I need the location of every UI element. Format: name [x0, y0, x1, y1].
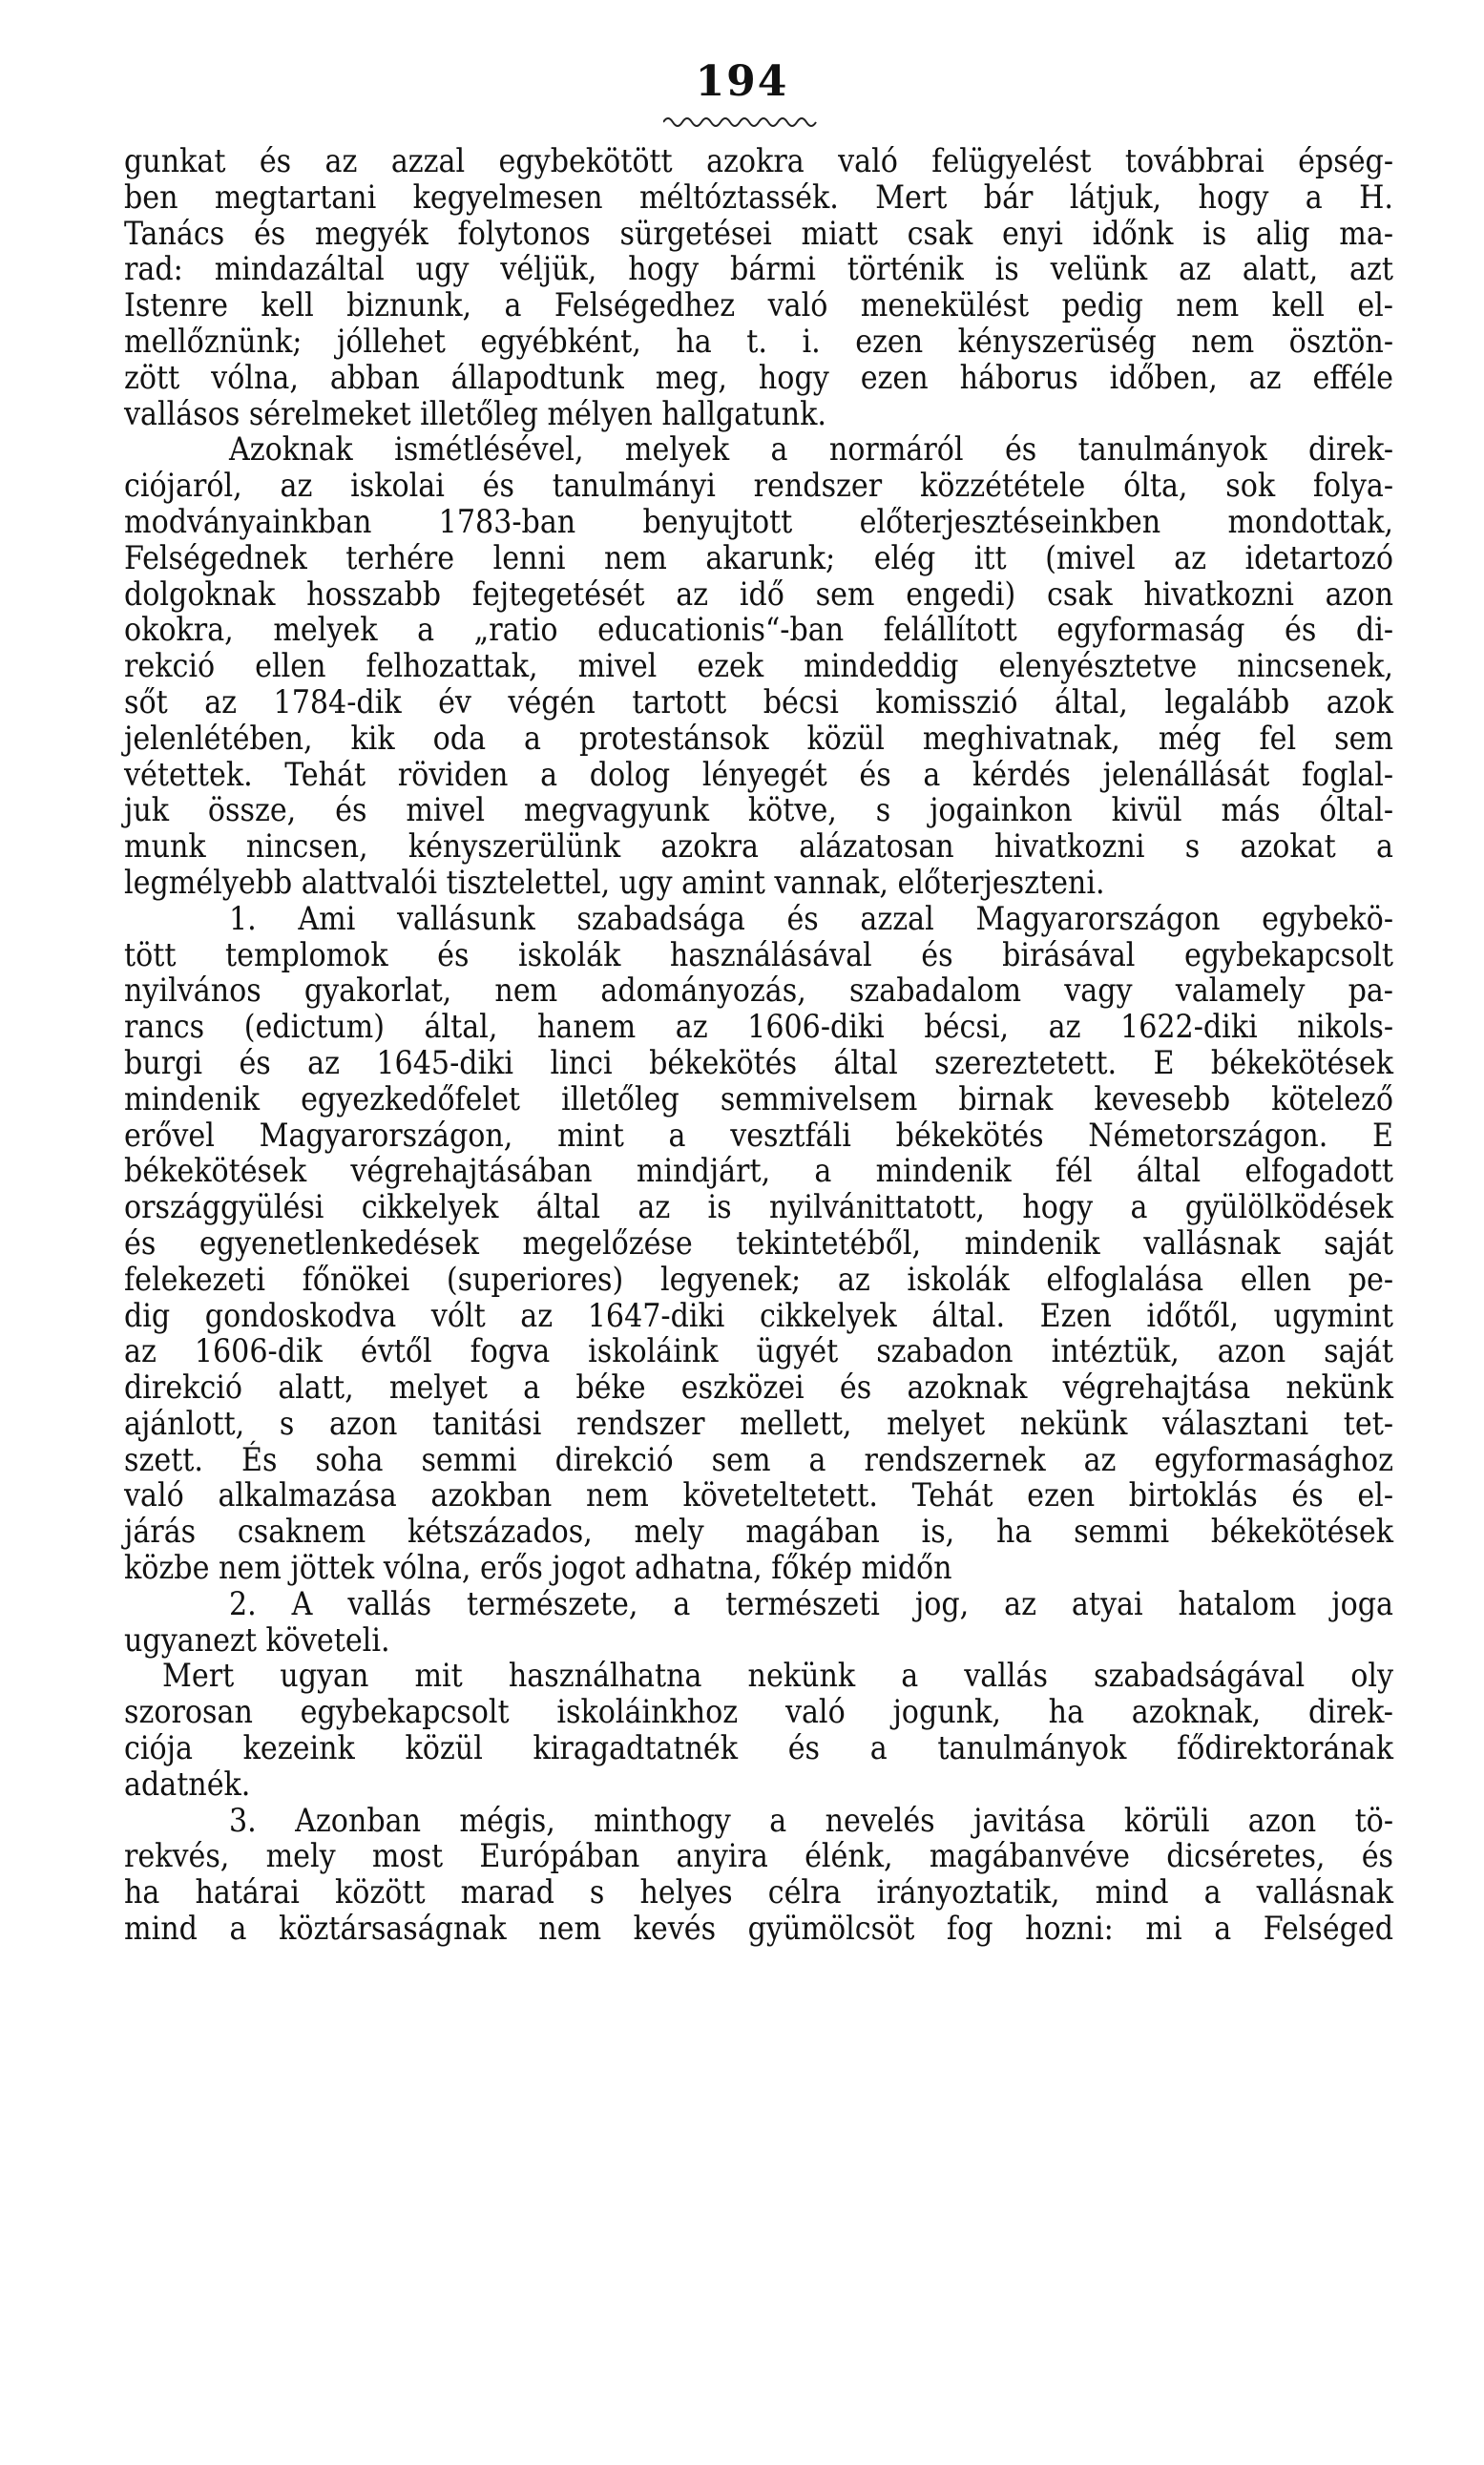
- text-line: gunkat és az azzal egybekötött azokra való felügyelést továbbrai épség-: [124, 142, 1393, 179]
- text-line: vallásos sérelmeket illetőleg mélyen hallgatunk.: [124, 394, 827, 432]
- text-line: rekvés, mely most Európában anyira élénk, magábanvéve dicséretes, és: [124, 1837, 1393, 1875]
- text-line: juk össze, és mivel megvagyunk kötve, s jogainkon kivül más óltal-: [124, 791, 1393, 829]
- text-line: nyilvános gyakorlat, nem adományozás, szabadalom vagy valamely pa-: [124, 971, 1393, 1010]
- text-line: tött templomok és iskolák használásával és birásával egybekapcsolt: [124, 935, 1393, 973]
- text-line: ha határai között marad s helyes célra irányoztatik, mind a vallásnak: [124, 1873, 1393, 1911]
- text-line: mindenik egyezkedőfelet illetőleg semmivelsem birnak kevesebb kötelező: [124, 1079, 1393, 1118]
- text-line: felekezeti főnökei (superiores) legyenek; az iskolák elfoglalása ellen pe-: [124, 1260, 1393, 1298]
- text-line: dolgoknak hosszabb fejtegetését az idő sem engedi) csak hivatkozni azon: [124, 574, 1393, 613]
- text-line: közbe nem jöttek vólna, erős jogot adhatna, főkép midőn: [124, 1549, 952, 1587]
- text-line: ben megtartani kegyelmesen méltóztassék. Mert bár látjuk, hogy a H.: [124, 178, 1393, 216]
- text-line: való alkalmazása azokban nem követeltetett. Tehát ezen birtoklás és el-: [124, 1476, 1393, 1515]
- text-line: és egyenetlenkedések megelőzése tekintetéből, mindenik vallásnak saját: [124, 1223, 1393, 1262]
- wavy-rule-ornament: [663, 113, 821, 132]
- text-line: munk nincsen, kényszerülünk azokra alázatosan hivatkozni s azokat a: [124, 827, 1393, 866]
- text-line: dig gondoskodva vólt az 1647-diki cikkelyek által. Ezen időtől, ugymint: [124, 1296, 1393, 1334]
- text-line: ciója kezeink közül kiragadtatnék és a tanulmányok fődirektorának: [124, 1729, 1393, 1767]
- text-line: Istenre kell biznunk, a Felségedhez való menekülést pedig nem kell el-: [124, 286, 1393, 324]
- text-line: sőt az 1784-dik év végén tartott bécsi komissziό által, legalább azok: [124, 682, 1393, 721]
- text-line: békekötések végrehajtásában mindjárt, a mindenik fél által elfogadott: [124, 1152, 1393, 1190]
- text-line: 3. Azonban mégis, minthogy a nevelés javitása körüli azon tö-: [229, 1801, 1393, 1839]
- text-line: Azoknak ismétlésével, melyek a normáról és tanulmányok direk-: [229, 430, 1393, 469]
- text-line: modványainkban 1783-ban benyujtott előterjesztéseinkben mondottak,: [124, 502, 1393, 540]
- text-line: Tanács és megyék folytonos sürgetései miatt csak enyi időnk is alig ma-: [124, 214, 1393, 252]
- text-line: Mert ugyan mit használhatna nekünk a vallás szabadságával oly: [162, 1657, 1393, 1695]
- text-line: országgyülési cikkelyek által az is nyilvánittatott, hogy a gyülölködések: [124, 1188, 1393, 1226]
- text-line: szorosan egybekapcsolt iskoláinkhoz való jogunk, ha azoknak, direk-: [124, 1693, 1393, 1731]
- text-line: jelenlétében, kik oda a protestánsok közül meghivatnak, még fel sem: [124, 719, 1393, 757]
- text-line: legmélyebb alattvalói tisztelettel, ugy amint vannak, előterjeszteni.: [124, 863, 1105, 901]
- text-line: adatnék.: [124, 1765, 251, 1803]
- text-line: mellőznünk; jóllehet egyébként, ha t. i. ezen kényszerüség nem ösztön-: [124, 322, 1393, 360]
- text-line: zött vólna, abban állapodtunk meg, hogy ezen háborus időben, az efféle: [124, 358, 1393, 396]
- page-number: 194: [695, 57, 789, 106]
- text-line: az 1606-dik évtől fogva iskoláink ügyét szabadon intéztük, azon saját: [124, 1332, 1393, 1370]
- text-line: Felségednek terhére lenni nem akarunk; elég itt (mivel az idetartozó: [124, 538, 1393, 576]
- text-line: burgi és az 1645-diki linci békekötés által szereztetett. E békekötések: [124, 1043, 1393, 1081]
- text-line: mind a köztársaságnak nem kevés gyümölcsöt fog hozni: mi a Felséged: [124, 1910, 1393, 1948]
- text-line: ajánlott, s azon tanitási rendszer mellett, melyet nekünk választani tet-: [124, 1404, 1393, 1442]
- text-line: ciójaról, az iskolai és tanulmányi rendszer közzététele ólta, sok folya-: [124, 467, 1393, 505]
- text-line: okokra, melyek a „ratio educationis“-ban felállított egyformaság és di-: [124, 611, 1393, 649]
- text-line: direkció alatt, melyet a béke eszközei és azoknak végrehajtása nekünk: [124, 1368, 1393, 1407]
- text-line: rekció ellen felhozattak, mivel ezek mindeddig elenyésztetve nincsenek,: [124, 647, 1393, 685]
- body-text: [124, 143, 1393, 1947]
- text-line: erővel Magyarországon, mint a vesztfáli békekötés Németországon. E: [124, 1116, 1393, 1154]
- text-line: szett. És soha semmi direkció sem a rendszernek az egyformasághoz: [124, 1440, 1393, 1478]
- text-line: rancs (edictum) által, hanem az 1606-diki bécsi, az 1622-diki nikols-: [124, 1008, 1393, 1046]
- text-line: 2. A vallás természete, a természeti jog, az atyai hatalom joga: [229, 1584, 1393, 1622]
- text-line: járás csaknem kétszázados, mely magában is, ha semmi békekötések: [124, 1513, 1393, 1551]
- text-line: 1. Ami vallásunk szabadsága és azzal Magyarországon egybekö-: [229, 899, 1393, 937]
- text-line: rad: mindazáltal ugy véljük, hogy bármi történik is velünk az alatt, azt: [124, 250, 1393, 288]
- text-line: vétettek. Tehát röviden a dolog lényegét és a kérdés jelenállását foglal-: [124, 755, 1393, 793]
- text-line: ugyanezt követeli.: [124, 1620, 390, 1659]
